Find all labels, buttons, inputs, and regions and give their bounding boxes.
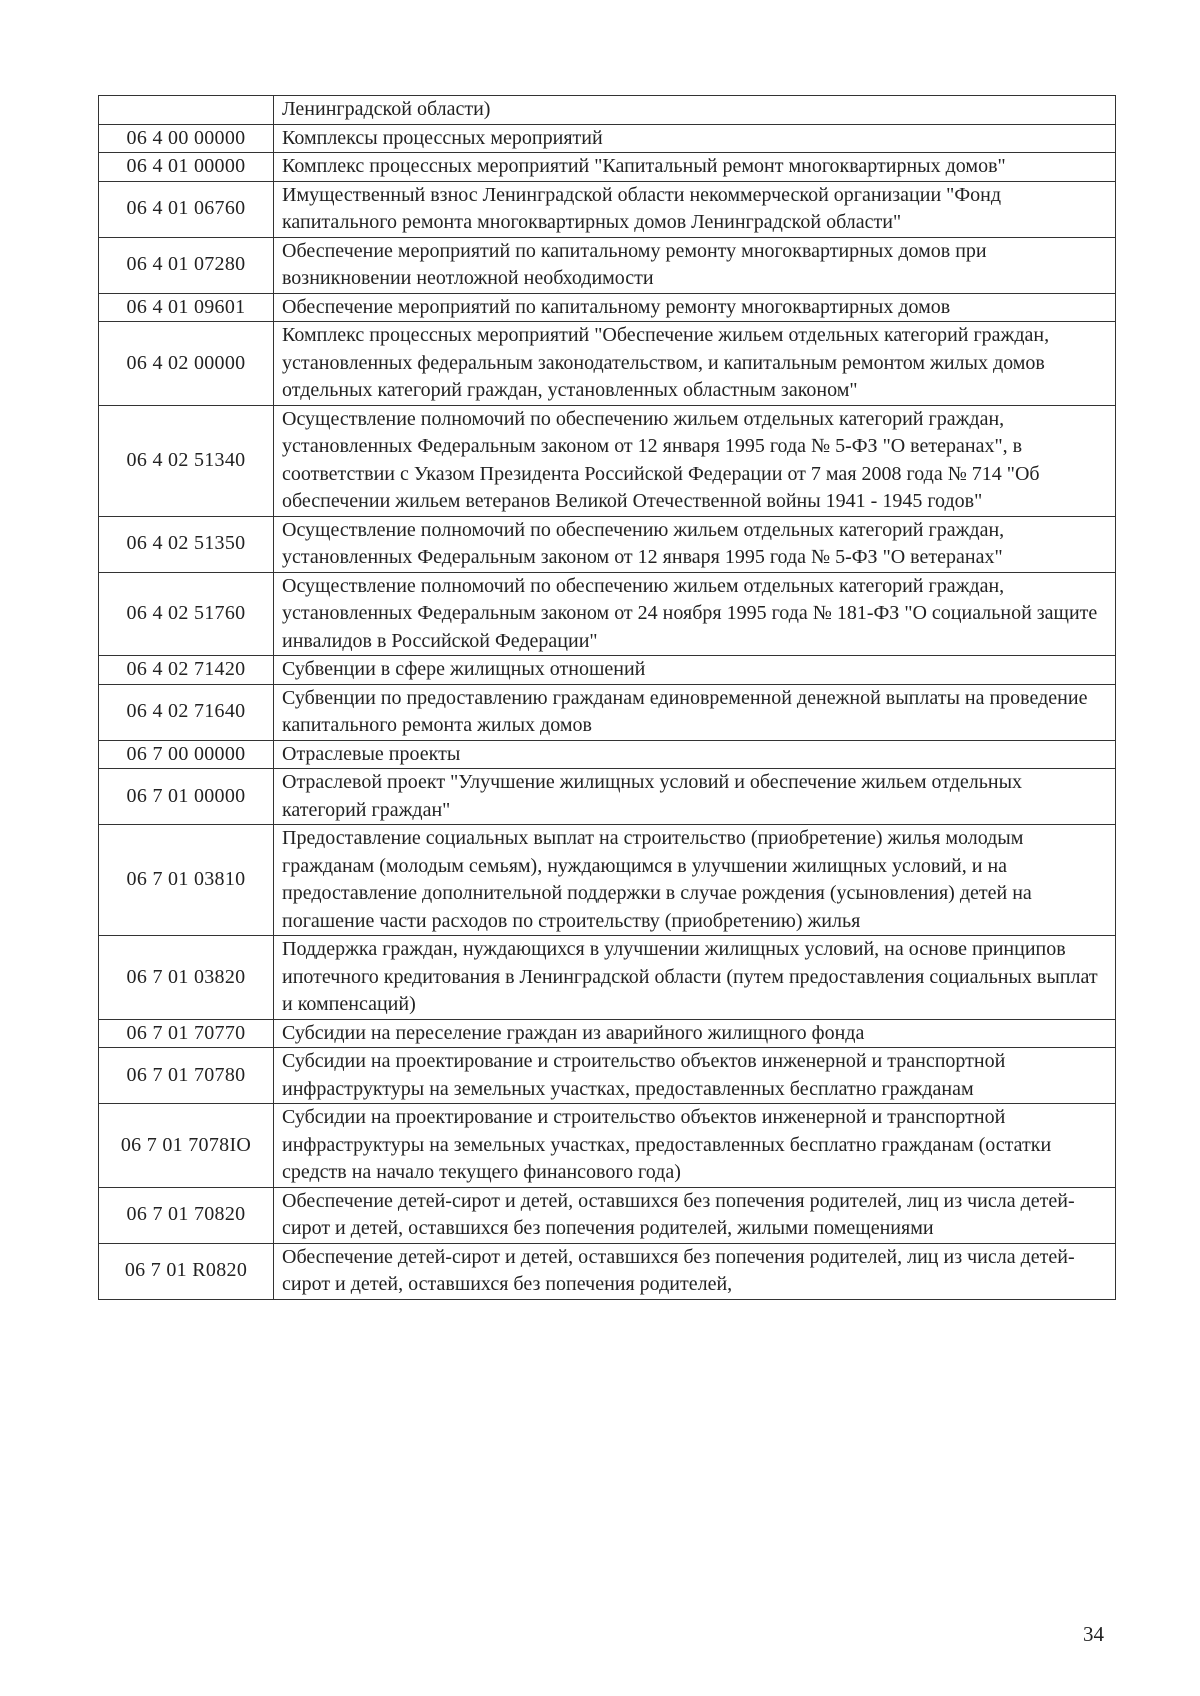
row-description: Субсидии на проектирование и строительство объектов инженерной и транспортной инфраструктуры на земельных участках, предоставленных бесплатно гражданам: [274, 1048, 1116, 1104]
row-description: Обеспечение детей-сирот и детей, оставшихся без попечения родителей, лиц из числа детей-сирот и детей, оставшихся без попечения родителей,: [274, 1243, 1116, 1299]
budget-code-table-body: [99, 96, 1116, 1300]
row-description: Комплексы процессных мероприятий: [274, 124, 1116, 153]
row-description: Комплекс процессных мероприятий "Капитальный ремонт многоквартирных домов": [274, 153, 1116, 182]
row-code: 06 7 01 R0820: [99, 1243, 274, 1299]
row-code: 06 7 01 03810: [99, 825, 274, 936]
table-row: [99, 936, 1116, 1020]
table-row: [99, 96, 1116, 125]
table-row: [99, 684, 1116, 740]
row-code: 06 4 01 00000: [99, 153, 274, 182]
row-description: Осуществление полномочий по обеспечению жильем отдельных категорий граждан, установленных Федеральным законом от 12 января 1995 года № 5-ФЗ "О ветеранах", в соответствии с Указом Президента Российской Федерации от 7 мая 2008 года № 714 "Об обеспечении жильем ветеранов Великой Отечественной войны 1941 - 1945 годов": [274, 405, 1116, 516]
table-row: [99, 740, 1116, 769]
table-row: [99, 1104, 1116, 1188]
row-code: 06 7 01 7078IO: [99, 1104, 274, 1188]
row-description: Имущественный взнос Ленинградской области некоммерческой организации "Фонд капитального ремонта многоквартирных домов Ленинградской области": [274, 181, 1116, 237]
table-row: [99, 769, 1116, 825]
row-description: Субвенции в сфере жилищных отношений: [274, 656, 1116, 685]
table-row: [99, 293, 1116, 322]
table-row: [99, 1048, 1116, 1104]
row-description: Комплекс процессных мероприятий "Обеспечение жильем отдельных категорий граждан, установленных федеральным законодательством, и капитальным ремонтом жилых домов отдельных категорий граждан, установленных областным законом": [274, 322, 1116, 406]
row-description: Субсидии на проектирование и строительство объектов инженерной и транспортной инфраструктуры на земельных участках, предоставленных бесплатно гражданам (остатки средств на начало текущего финансового года): [274, 1104, 1116, 1188]
row-code: 06 4 02 51760: [99, 572, 274, 656]
row-description: Обеспечение мероприятий по капитальному ремонту многоквартирных домов: [274, 293, 1116, 322]
table-row: [99, 237, 1116, 293]
page-number: 34: [1083, 1622, 1104, 1646]
table-row: [99, 322, 1116, 406]
row-code: 06 7 01 70770: [99, 1019, 274, 1048]
table-row: [99, 1019, 1116, 1048]
table-row: [99, 1187, 1116, 1243]
row-code: 06 4 01 07280: [99, 237, 274, 293]
table-row: [99, 572, 1116, 656]
table-row: [99, 516, 1116, 572]
row-description: Обеспечение мероприятий по капитальному ремонту многоквартирных домов при возникновении неотложной необходимости: [274, 237, 1116, 293]
row-code: 06 4 02 71420: [99, 656, 274, 685]
row-code: 06 4 02 51350: [99, 516, 274, 572]
row-description: Субсидии на переселение граждан из аварийного жилищного фонда: [274, 1019, 1116, 1048]
row-description: Предоставление социальных выплат на строительство (приобретение) жилья молодым гражданам (молодым семьям), нуждающимся в улучшении жилищных условий, и на предоставление дополнительной поддержки в случае рождения (усыновления) детей на погашение части расходов по строительству (приобретению) жилья: [274, 825, 1116, 936]
row-description: Обеспечение детей-сирот и детей, оставшихся без попечения родителей, лиц из числа детей-сирот и детей, оставшихся без попечения родителей, жилыми помещениями: [274, 1187, 1116, 1243]
row-description: Субвенции по предоставлению гражданам единовременной денежной выплаты на проведение капитального ремонта жилых домов: [274, 684, 1116, 740]
row-code: 06 7 01 70780: [99, 1048, 274, 1104]
row-description: Осуществление полномочий по обеспечению жильем отдельных категорий граждан, установленных Федеральным законом от 24 ноября 1995 года № 181-ФЗ "О социальной защите инвалидов в Российской Федерации": [274, 572, 1116, 656]
row-code: 06 4 02 51340: [99, 405, 274, 516]
row-code: 06 7 01 70820: [99, 1187, 274, 1243]
row-description: Осуществление полномочий по обеспечению жильем отдельных категорий граждан, установленных Федеральным законом от 12 января 1995 года № 5-ФЗ "О ветеранах": [274, 516, 1116, 572]
row-code: 06 4 02 00000: [99, 322, 274, 406]
budget-code-table: [98, 95, 1116, 1300]
row-code: 06 7 00 00000: [99, 740, 274, 769]
table-row: [99, 656, 1116, 685]
table-row: [99, 153, 1116, 182]
row-code: 06 4 00 00000: [99, 124, 274, 153]
row-description: Отраслевой проект "Улучшение жилищных условий и обеспечение жильем отдельных категорий граждан": [274, 769, 1116, 825]
row-description: Ленинградской области): [274, 96, 1116, 125]
row-code: 06 7 01 00000: [99, 769, 274, 825]
table-row: [99, 181, 1116, 237]
row-code: [99, 96, 274, 125]
table-row: [99, 124, 1116, 153]
row-code: 06 4 02 71640: [99, 684, 274, 740]
row-description: Поддержка граждан, нуждающихся в улучшении жилищных условий, на основе принципов ипотечного кредитования в Ленинградской области (путем предоставления социальных выплат и компенсаций): [274, 936, 1116, 1020]
table-row: [99, 1243, 1116, 1299]
row-code: 06 4 01 09601: [99, 293, 274, 322]
row-code: 06 4 01 06760: [99, 181, 274, 237]
table-row: [99, 825, 1116, 936]
table-row: [99, 405, 1116, 516]
row-description: Отраслевые проекты: [274, 740, 1116, 769]
row-code: 06 7 01 03820: [99, 936, 274, 1020]
